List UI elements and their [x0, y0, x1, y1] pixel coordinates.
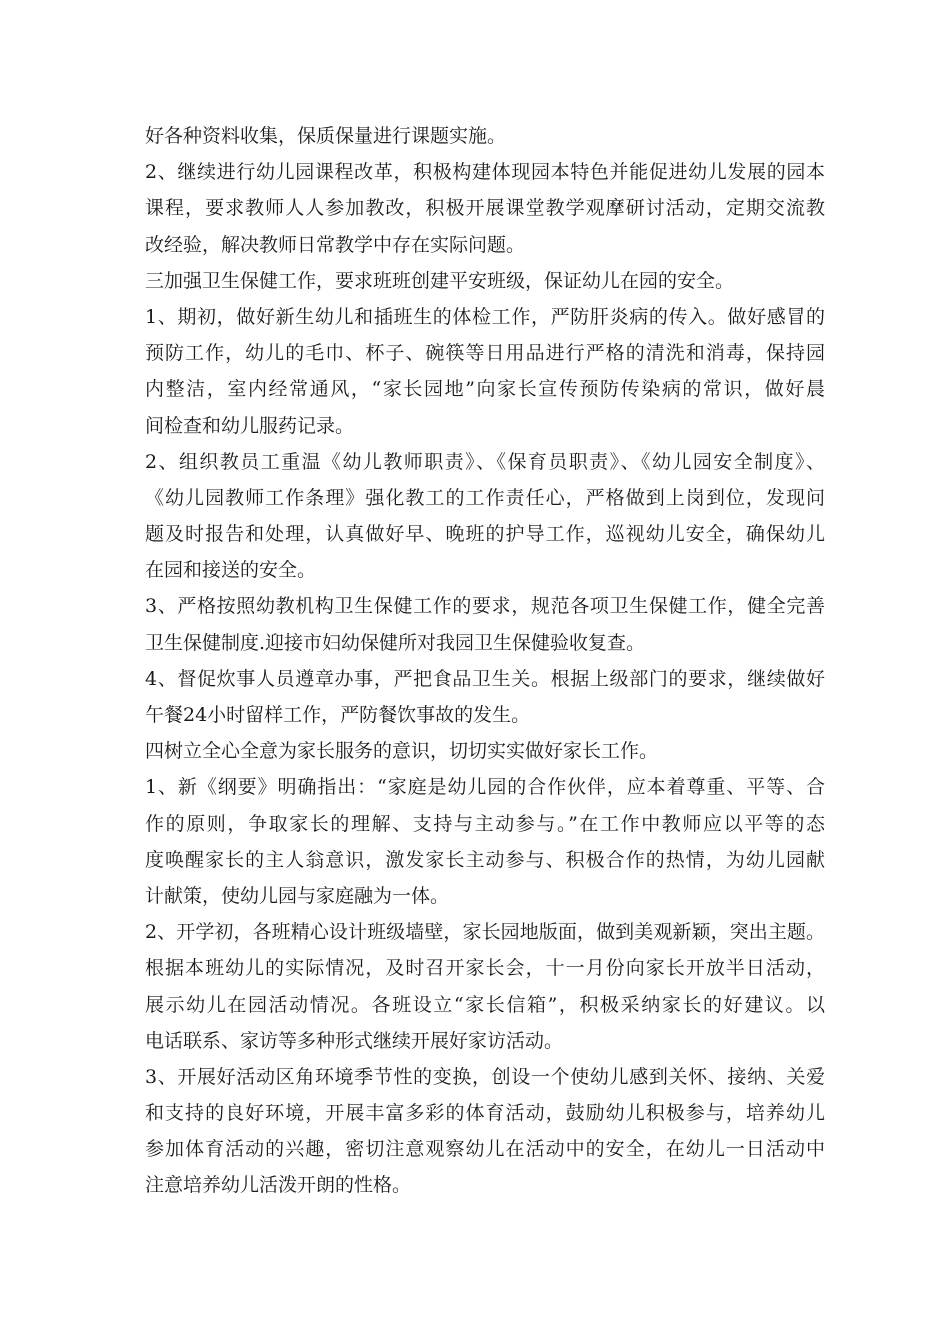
text-line-10: 2、组织教员工重温《幼儿教师职责》、《保育员职责》、《幼儿园安全制度》、	[145, 450, 825, 473]
text-line-3: 课程，要求教师人人参加教改，积极开展课堂教学观摩研讨活动，定期交流教	[145, 197, 825, 220]
text-line-11: 《幼儿园教师工作条理》强化教工的工作责任心，严格做到上岗到位，发现问	[145, 486, 825, 509]
text-line-4: 改经验，解决教师日常教学中存在实际问题。	[145, 233, 526, 256]
text-line-24: 根据本班幼儿的实际情况，及时召开家长会，十一月份向家长开放半日活动，	[145, 957, 825, 980]
text-line-9: 间检查和幼儿服药记录。	[145, 414, 355, 437]
text-line-29: 参加体育活动的兴趣，密切注意观察幼儿在活动中的安全，在幼儿一日活动中	[145, 1138, 825, 1161]
text-line-14: 3、严格按照幼教机构卫生保健工作的要求，规范各项卫生保健工作，健全完善	[145, 595, 825, 618]
text-line-22: 计献策，使幼儿园与家庭融为一体。	[145, 884, 450, 907]
text-line-25: 展示幼儿在园活动情况。各班设立“家长信箱”，积极采纳家长的好建议。以	[145, 993, 825, 1016]
document-body	[145, 118, 825, 1204]
section-heading-3: 三加强卫生保健工作，要求班班创建平安班级，保证幼儿在园的安全。	[145, 269, 735, 292]
text-line-15: 卫生保健制度.迎接市妇幼保健所对我园卫生保健验收复查。	[145, 631, 646, 654]
text-line-6: 1、期初，做好新生幼儿和插班生的体检工作，严防肝炎病的传入。做好感冒的	[145, 305, 825, 328]
text-line-23: 2、开学初，各班精心设计班级墙壁，家长园地版面，做到美观新颖，突出主题。	[145, 921, 825, 944]
text-line-2: 2、继续进行幼儿园课程改革，积极构建体现园本特色并能促进幼儿发展的园本	[145, 161, 825, 184]
text-line-12: 题及时报告和处理，认真做好早、晚班的护导工作，巡视幼儿安全，确保幼儿	[145, 523, 825, 546]
text-line-21: 度唤醒家长的主人翁意识，激发家长主动参与、积极合作的热情，为幼儿园献	[145, 848, 825, 871]
text-line-13: 在园和接送的安全。	[145, 559, 317, 582]
text-line-19: 1、新《纲要》明确指出：“家庭是幼儿园的合作伙伴，应本着尊重、平等、合	[145, 776, 825, 799]
text-line-7: 预防工作，幼儿的毛巾、杯子、碗筷等日用品进行严格的清洗和消毒，保持园	[145, 342, 825, 365]
text-line-27: 3、开展好活动区角环境季节性的变换，创设一个使幼儿感到关怀、接纳、关爱	[145, 1065, 825, 1088]
section-heading-4: 四树立全心全意为家长服务的意识，切切实实做好家长工作。	[145, 740, 659, 763]
text-line-8: 内整洁，室内经常通风，“家长园地”向家长宣传预防传染病的常识，做好晨	[145, 378, 825, 401]
text-line-17: 午餐24小时留样工作，严防餐饮事故的发生。	[145, 704, 531, 726]
text-line-1: 好各种资料收集，保质保量进行课题实施。	[145, 125, 507, 147]
text-line-28: 和支持的良好环境，开展丰富多彩的体育活动，鼓励幼儿积极参与，培养幼儿	[145, 1102, 825, 1125]
text-line-20: 作的原则，争取家长的理解、支持与主动参与。”在工作中教师应以平等的态	[145, 812, 825, 835]
text-line-30: 注意培养幼儿活泼开朗的性格。	[145, 1174, 412, 1197]
text-line-16: 4、督促炊事人员遵章办事，严把食品卫生关。根据上级部门的要求，继续做好	[145, 667, 825, 690]
text-line-26: 电话联系、家访等多种形式继续开展好家访活动。	[145, 1029, 564, 1052]
